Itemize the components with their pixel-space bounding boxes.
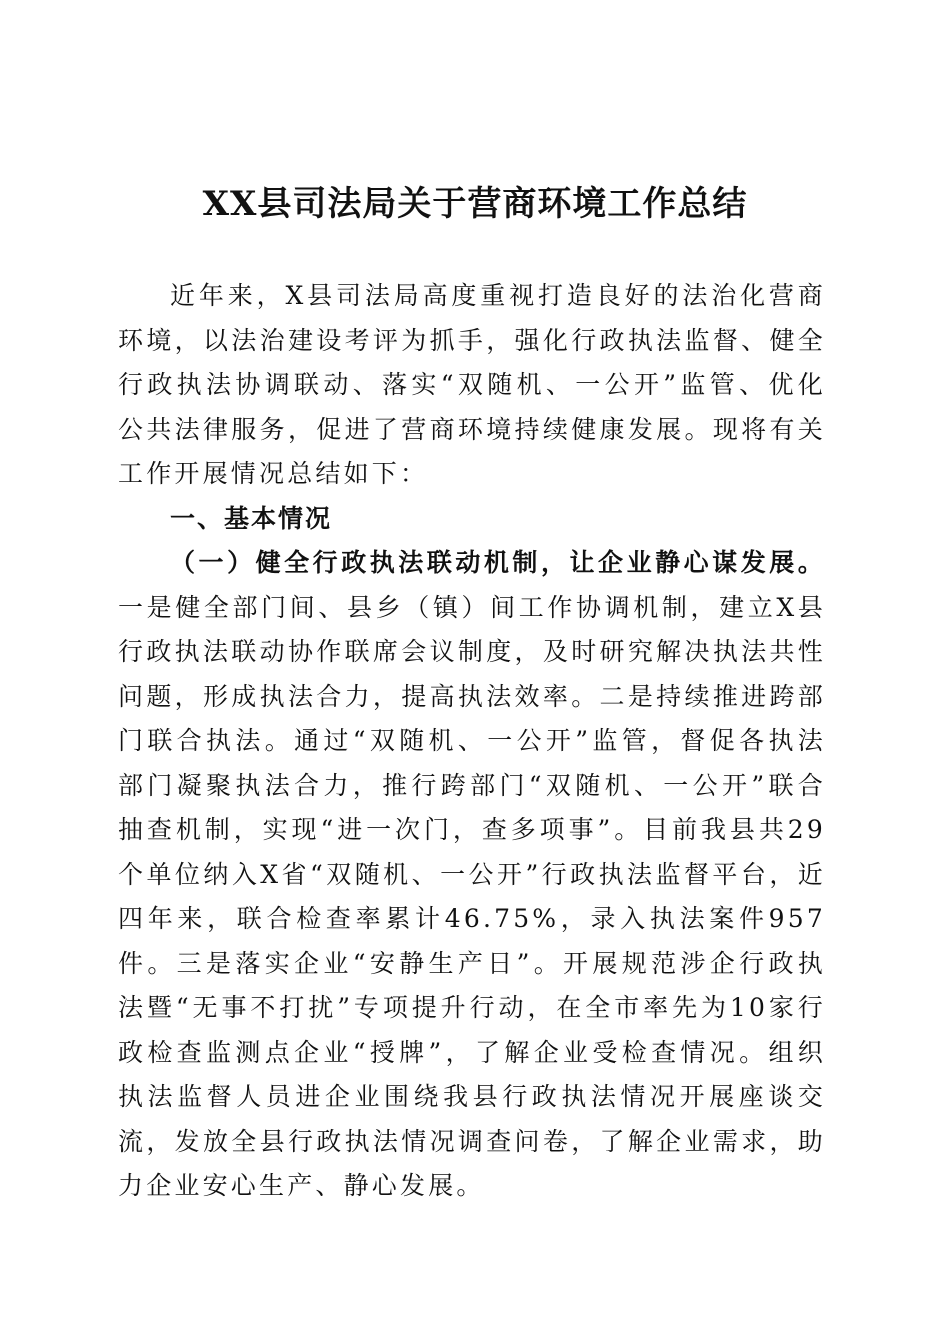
intro-paragraph: 近年来，X县司法局高度重视打造良好的法治化营商环境，以法治建设考评为抓手，强化行政执法监督、健全行政执法协调联动、落实“双随机、一公开”监管、优化公共法律服务，促进了营商环境持续健康发展。现将有关工作开展情况总结如下： [118, 281, 826, 488]
subsection-body: 一是健全部门间、县乡（镇）间工作协调机制，建立X县行政执法联动协作联席会议制度，及时研究解决执法共性问题，形成执法合力，提高执法效率。二是持续推进跨部门联合执法。通过“双随机、一公开”监管，督促各执法部门凝聚执法合力，推行跨部门“双随机、一公开”联合抽查机制，实现“进一次门，查多项事”。目前我县共29个单位纳入X省“双随机、一公开”行政执法监督平台，近四年来，联合检查率累计46.75%，录入执法案件957件。三是落实企业“安静生产日”。开展规范涉企行政执法暨“无事不打扰”专项提升行动，在全市率先为10家行政检查监测点企业“授牌”，了解企业受检查情况。组织执法监督人员进企业围绕我县行政执法情况开展座谈交流，发放全县行政执法情况调查问卷，了解企业需求，助力企业安心生产、静心发展。 [118, 592, 826, 1200]
section-1-paragraph [118, 541, 826, 1209]
section-heading-basic-situation: 一、基本情况 [170, 503, 333, 533]
document-title: XX县司法局关于营商环境工作总结 [202, 184, 748, 224]
document-body [118, 274, 826, 1209]
subsection-title: （一）健全行政执法联动机制，让企业静心谋发展。 [170, 548, 826, 577]
